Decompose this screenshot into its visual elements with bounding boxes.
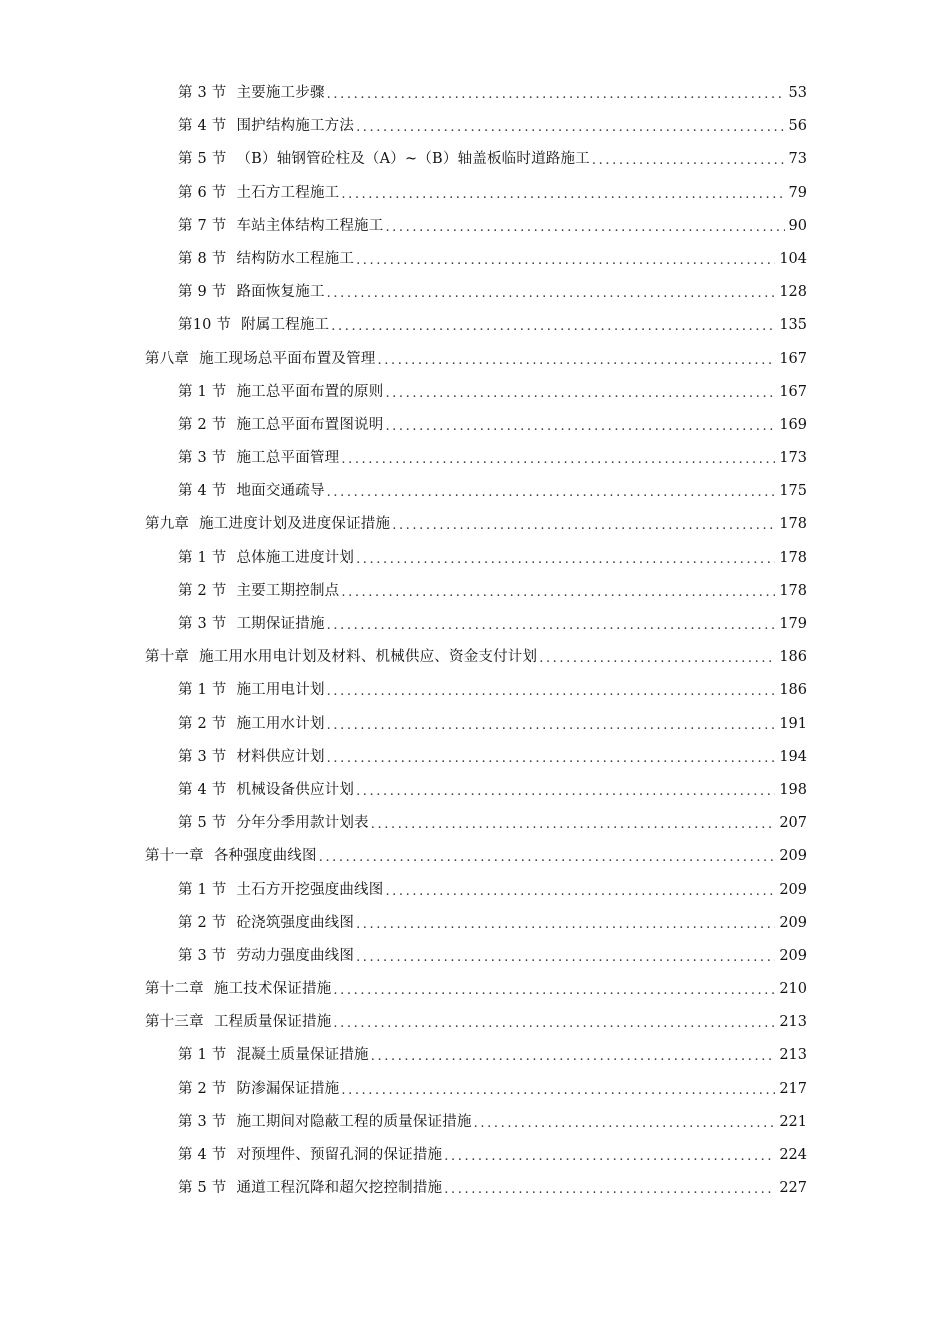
toc-dot-leader <box>327 675 776 708</box>
toc-entry-title: （B）轴钢管砼柱及（A）~（B）轴盖板临时道路施工 <box>236 151 590 168</box>
toc-chapter-entry[interactable] <box>0 343 807 376</box>
toc-section-entry[interactable] <box>0 442 807 475</box>
toc-page-number: 73 <box>787 143 807 176</box>
toc-entry-number: 第 4 节 <box>178 781 227 798</box>
toc-page-number: 224 <box>777 1139 807 1172</box>
toc-section-entry[interactable] <box>0 575 807 608</box>
toc-page-number: 191 <box>777 708 807 741</box>
toc-entry-number: 第 6 节 <box>178 184 227 201</box>
toc-entry-number: 第 4 节 <box>178 118 227 135</box>
toc-section-entry[interactable] <box>0 1073 807 1106</box>
toc-entry-title: 材料供应计划 <box>236 748 325 765</box>
toc-entry-number: 第十二章 <box>145 981 204 998</box>
toc-page-number: 178 <box>777 508 807 541</box>
toc-page-number: 209 <box>777 840 807 873</box>
toc-dot-leader <box>385 377 775 410</box>
toc-dot-leader <box>356 775 775 808</box>
toc-entry-label <box>145 840 317 873</box>
toc-entry-label <box>145 973 331 1006</box>
toc-entry-number: 第 2 节 <box>178 715 227 732</box>
toc-page-number: 209 <box>777 907 807 940</box>
toc-entry-label <box>178 542 354 575</box>
toc-entry-number: 第 3 节 <box>178 85 227 101</box>
toc-entry-title: 施工用水计划 <box>236 715 325 732</box>
toc-entry-label <box>145 508 390 541</box>
toc-section-entry[interactable] <box>0 409 807 442</box>
toc-entry-label <box>178 143 590 176</box>
toc-page-number: 173 <box>777 442 807 475</box>
toc-dot-leader <box>592 144 785 177</box>
toc-dot-leader <box>327 277 776 310</box>
toc-entry-label <box>145 641 537 674</box>
toc-dot-leader <box>356 244 775 277</box>
toc-dot-leader <box>341 443 775 476</box>
toc-entry-title: 施工用电计划 <box>236 682 325 699</box>
toc-page-number: 175 <box>777 475 807 508</box>
toc-dot-leader <box>371 808 776 841</box>
toc-entry-label <box>178 907 354 940</box>
toc-page-number: 217 <box>777 1073 807 1106</box>
toc-dot-leader <box>327 78 785 111</box>
toc-section-entry[interactable] <box>0 874 807 907</box>
toc-entry-number: 第 2 节 <box>178 582 227 599</box>
table-of-contents <box>0 77 950 1205</box>
toc-entry-number: 第 8 节 <box>178 250 227 267</box>
toc-entry-title: 砼浇筑强度曲线图 <box>236 914 355 931</box>
toc-page-number: 167 <box>777 376 807 409</box>
toc-entry-label <box>178 177 339 210</box>
toc-section-entry[interactable] <box>0 110 807 143</box>
toc-page-number: 186 <box>777 641 807 674</box>
toc-dot-leader <box>331 310 775 343</box>
toc-section-entry[interactable] <box>0 77 807 110</box>
toc-entry-title: 主要工期控制点 <box>236 582 340 599</box>
toc-entry-title: 工期保证措施 <box>236 616 325 632</box>
toc-entry-label <box>178 276 325 309</box>
toc-entry-title: 施工总平面布置的原则 <box>236 383 384 400</box>
toc-page-number: 104 <box>777 243 807 276</box>
toc-entry-label <box>178 774 354 807</box>
toc-chapter-entry[interactable] <box>0 1006 807 1039</box>
toc-entry-number: 第 9 节 <box>178 284 227 301</box>
toc-entry-number: 第 1 节 <box>178 682 227 699</box>
toc-dot-leader <box>356 908 775 941</box>
toc-section-entry[interactable] <box>0 807 807 840</box>
toc-entry-title: 主要施工步骤 <box>236 85 325 101</box>
toc-section-entry[interactable] <box>0 177 807 210</box>
toc-entry-number: 第 3 节 <box>178 1113 227 1130</box>
toc-entry-title: 施工进度计划及进度保证措施 <box>199 516 391 533</box>
toc-dot-leader <box>327 709 776 742</box>
toc-entry-label <box>178 77 325 110</box>
toc-dot-leader <box>392 509 775 542</box>
toc-dot-leader <box>327 609 776 642</box>
toc-dot-leader <box>341 178 784 211</box>
toc-entry-label <box>178 409 383 442</box>
toc-entry-title: 土石方工程施工 <box>236 184 340 201</box>
toc-dot-leader <box>539 642 775 675</box>
toc-entry-title: 围护结构施工方法 <box>236 118 355 135</box>
toc-section-entry[interactable] <box>0 674 807 707</box>
toc-entry-title: 施工技术保证措施 <box>213 981 332 998</box>
toc-entry-number: 第 3 节 <box>178 616 227 632</box>
toc-section-entry[interactable] <box>0 1172 807 1205</box>
toc-entry-number: 第 5 节 <box>178 815 227 832</box>
toc-entry-label <box>178 807 369 840</box>
toc-section-entry[interactable] <box>0 243 807 276</box>
toc-entry-title: 地面交通疏导 <box>236 483 325 500</box>
toc-dot-leader <box>319 841 776 874</box>
toc-entry-number: 第 1 节 <box>178 1047 227 1064</box>
toc-page-number: 179 <box>777 608 807 641</box>
toc-page-number: 213 <box>777 1039 807 1072</box>
toc-entry-title: 结构防水工程施工 <box>236 250 355 267</box>
toc-dot-leader <box>356 543 775 576</box>
toc-entry-number: 第 5 节 <box>178 1180 227 1197</box>
toc-entry-number: 第 1 节 <box>178 383 227 400</box>
toc-entry-number: 第 1 节 <box>178 549 227 566</box>
toc-section-entry[interactable] <box>0 1139 807 1172</box>
toc-entry-label <box>178 1073 339 1106</box>
toc-entry-title: 混凝土质量保证措施 <box>236 1047 369 1064</box>
toc-entry-label <box>178 874 383 907</box>
toc-entry-label <box>178 210 383 243</box>
toc-entry-label <box>178 708 325 741</box>
toc-entry-title: 总体施工进度计划 <box>236 549 355 566</box>
toc-section-entry[interactable] <box>0 376 807 409</box>
toc-page-number: 210 <box>777 973 807 1006</box>
toc-page-number: 213 <box>777 1006 807 1039</box>
toc-chapter-entry[interactable] <box>0 973 807 1006</box>
toc-entry-label <box>178 741 325 774</box>
toc-dot-leader <box>385 410 775 443</box>
toc-entry-label <box>178 376 383 409</box>
toc-entry-label <box>178 1106 472 1139</box>
toc-dot-leader <box>385 875 775 908</box>
toc-entry-number: 第八章 <box>145 350 190 367</box>
toc-entry-number: 第 4 节 <box>178 483 227 500</box>
toc-section-entry[interactable] <box>0 542 807 575</box>
toc-entry-number: 第十一章 <box>145 848 204 865</box>
toc-dot-leader <box>356 111 784 144</box>
toc-entry-title: 土石方开挖强度曲线图 <box>236 881 384 898</box>
toc-dot-leader <box>333 1007 775 1040</box>
toc-section-entry[interactable] <box>0 741 807 774</box>
toc-entry-title: 防渗漏保证措施 <box>236 1080 340 1097</box>
toc-dot-leader <box>327 742 776 775</box>
toc-page-number: 135 <box>777 309 807 342</box>
toc-entry-number: 第 2 节 <box>178 914 227 931</box>
toc-entry-label <box>178 575 339 608</box>
toc-entry-title: 劳动力强度曲线图 <box>236 947 355 964</box>
toc-section-entry[interactable] <box>0 475 807 508</box>
toc-page-number: 178 <box>777 575 807 608</box>
toc-section-entry[interactable] <box>0 774 807 807</box>
toc-entry-title: 施工现场总平面布置及管理 <box>199 350 376 367</box>
toc-dot-leader <box>333 974 775 1007</box>
toc-entry-label <box>178 475 325 508</box>
toc-page-number: 221 <box>777 1106 807 1139</box>
toc-entry-number: 第 7 节 <box>178 217 227 234</box>
toc-entry-title: 施工总平面布置图说明 <box>236 416 384 433</box>
toc-page-number: 167 <box>777 343 807 376</box>
toc-dot-leader <box>341 1074 775 1107</box>
toc-entry-title: 施工总平面管理 <box>236 450 340 467</box>
toc-page-number: 56 <box>787 110 807 143</box>
toc-page-number: 209 <box>777 874 807 907</box>
toc-page-number: 90 <box>787 210 807 243</box>
toc-dot-leader <box>341 576 775 609</box>
toc-entry-label <box>178 243 354 276</box>
toc-dot-leader <box>474 1107 776 1140</box>
toc-entry-label <box>178 309 329 342</box>
toc-dot-leader <box>385 211 784 244</box>
toc-dot-leader <box>327 476 776 509</box>
toc-entry-title: 各种强度曲线图 <box>213 848 317 865</box>
toc-entry-number: 第 2 节 <box>178 416 227 433</box>
toc-page-number: 169 <box>777 409 807 442</box>
toc-entry-label <box>145 343 376 376</box>
toc-entry-title: 路面恢复施工 <box>236 284 325 301</box>
toc-entry-title: 通道工程沉降和超欠挖控制措施 <box>236 1180 443 1197</box>
toc-entry-number: 第十三章 <box>145 1014 204 1031</box>
toc-entry-number: 第十章 <box>145 649 190 666</box>
toc-entry-number: 第 3 节 <box>178 450 227 467</box>
toc-dot-leader <box>356 941 775 974</box>
toc-entry-label <box>178 442 339 475</box>
toc-entry-title: 车站主体结构工程施工 <box>236 217 384 234</box>
toc-entry-title: 附属工程施工 <box>241 317 330 334</box>
toc-entry-title: 分年分季用款计划表 <box>236 815 369 832</box>
toc-section-entry[interactable] <box>0 276 807 309</box>
toc-section-entry[interactable] <box>0 1039 807 1072</box>
toc-entry-title: 工程质量保证措施 <box>213 1014 332 1031</box>
toc-page-number: 198 <box>777 774 807 807</box>
toc-entry-number: 第10 节 <box>178 317 232 334</box>
toc-entry-title: 对预埋件、预留孔洞的保证措施 <box>236 1147 443 1163</box>
toc-entry-label <box>178 940 354 973</box>
toc-dot-leader <box>444 1140 775 1173</box>
toc-section-entry[interactable] <box>0 940 807 973</box>
toc-page-number: 209 <box>777 940 807 973</box>
toc-section-entry[interactable] <box>0 907 807 940</box>
toc-entry-number: 第 4 节 <box>178 1147 227 1163</box>
toc-entry-label <box>178 608 325 641</box>
toc-entry-number: 第 3 节 <box>178 947 227 964</box>
toc-dot-leader <box>378 344 776 377</box>
toc-entry-title: 施工用水用电计划及材料、机械供应、资金支付计划 <box>199 649 538 666</box>
toc-page-number: 53 <box>787 77 807 110</box>
toc-entry-number: 第九章 <box>145 516 190 533</box>
toc-entry-label <box>178 1139 442 1172</box>
toc-page-number: 186 <box>777 674 807 707</box>
toc-entry-label <box>178 1172 442 1205</box>
toc-entry-number: 第 5 节 <box>178 151 227 168</box>
toc-chapter-entry[interactable] <box>0 641 807 674</box>
toc-entry-label <box>145 1006 331 1039</box>
toc-section-entry[interactable] <box>0 608 807 641</box>
toc-section-entry[interactable] <box>0 210 807 243</box>
toc-entry-number: 第 2 节 <box>178 1080 227 1097</box>
toc-entry-title: 机械设备供应计划 <box>236 781 355 798</box>
toc-section-entry[interactable] <box>0 708 807 741</box>
toc-page-number: 79 <box>787 177 807 210</box>
toc-section-entry[interactable] <box>0 143 807 176</box>
toc-page-number: 194 <box>777 741 807 774</box>
toc-page-number: 227 <box>777 1172 807 1205</box>
toc-section-entry[interactable] <box>0 309 807 342</box>
toc-chapter-entry[interactable] <box>0 840 807 873</box>
toc-dot-leader <box>444 1173 775 1206</box>
toc-entry-title: 施工期间对隐蔽工程的质量保证措施 <box>236 1113 472 1130</box>
toc-page-number: 178 <box>777 542 807 575</box>
toc-dot-leader <box>371 1040 776 1073</box>
toc-chapter-entry[interactable] <box>0 508 807 541</box>
toc-entry-number: 第 3 节 <box>178 748 227 765</box>
toc-page-number: 207 <box>777 807 807 840</box>
toc-page-number: 128 <box>777 276 807 309</box>
toc-entry-label <box>178 110 354 143</box>
toc-entry-label <box>178 674 325 707</box>
toc-entry-number: 第 1 节 <box>178 881 227 898</box>
toc-entry-label <box>178 1039 369 1072</box>
toc-section-entry[interactable] <box>0 1106 807 1139</box>
